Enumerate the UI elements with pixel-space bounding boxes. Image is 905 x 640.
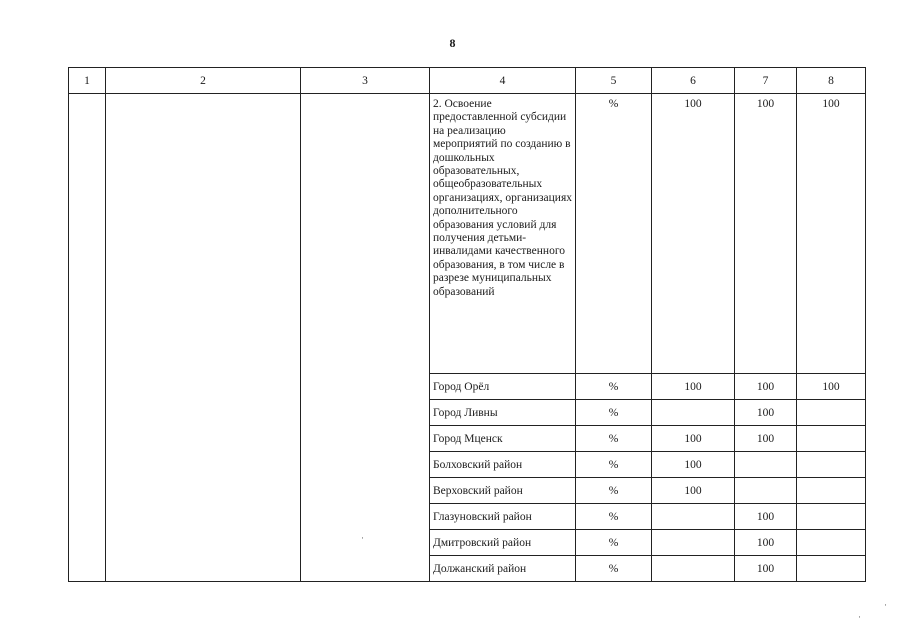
value-cell-col-8 xyxy=(797,530,866,556)
value-cell-col-7: 100 xyxy=(735,530,797,556)
table-row xyxy=(69,94,866,374)
value-cell-col-6 xyxy=(652,556,735,582)
scan-speck: · xyxy=(361,533,364,543)
unit-cell: % xyxy=(576,94,652,374)
indicator-cell: Город Ливны xyxy=(430,400,576,426)
column-header: 8 xyxy=(797,68,866,94)
column-header: 7 xyxy=(735,68,797,94)
indicator-cell: Болховский район xyxy=(430,452,576,478)
scan-speck: · xyxy=(858,612,861,622)
column-header: 3 xyxy=(301,68,430,94)
indicator-cell: Город Мценск xyxy=(430,426,576,452)
value-cell-col-8 xyxy=(797,400,866,426)
value-cell-col-8 xyxy=(797,556,866,582)
value-cell-col-8 xyxy=(797,452,866,478)
empty-cell-col-2 xyxy=(106,94,301,582)
indicators-table xyxy=(68,67,866,582)
value-cell-col-8: 100 xyxy=(797,374,866,400)
value-cell-col-7: 100 xyxy=(735,400,797,426)
unit-cell: % xyxy=(576,530,652,556)
page-number: 8 xyxy=(449,36,456,50)
empty-cell-col-1 xyxy=(69,94,106,582)
value-cell-col-8 xyxy=(797,504,866,530)
indicator-cell: Глазуновский район xyxy=(430,504,576,530)
indicator-cell: Дмитровский район xyxy=(430,530,576,556)
unit-cell: % xyxy=(576,426,652,452)
value-cell-col-6: 100 xyxy=(652,426,735,452)
indicator-cell: Верховский район xyxy=(430,478,576,504)
value-cell-col-8: 100 xyxy=(797,94,866,374)
value-cell-col-7: 100 xyxy=(735,94,797,374)
value-cell-col-8 xyxy=(797,478,866,504)
value-cell-col-7: 100 xyxy=(735,504,797,530)
value-cell-col-7: 100 xyxy=(735,556,797,582)
unit-cell: % xyxy=(576,400,652,426)
value-cell-col-6: 100 xyxy=(652,478,735,504)
value-cell-col-8 xyxy=(797,426,866,452)
value-cell-col-6: 100 xyxy=(652,374,735,400)
indicator-cell: 2. Освоение предоставленной субсидии на реализацию мероприятий по созданию в дошкольных образовательных, общеобразовательных организациях, организациях дополнительного образования условий для получения детьми-инвалидами качественного образования, в том числе в разрезе муниципальных образований xyxy=(430,94,576,374)
column-header: 5 xyxy=(576,68,652,94)
unit-cell: % xyxy=(576,478,652,504)
scan-speck: · xyxy=(884,600,887,610)
value-cell-col-7: 100 xyxy=(735,374,797,400)
unit-cell: % xyxy=(576,504,652,530)
value-cell-col-6: 100 xyxy=(652,452,735,478)
value-cell-col-6 xyxy=(652,530,735,556)
value-cell-col-7 xyxy=(735,478,797,504)
empty-cell-col-3 xyxy=(301,94,430,582)
indicator-cell: Город Орёл xyxy=(430,374,576,400)
value-cell-col-7 xyxy=(735,452,797,478)
column-header: 2 xyxy=(106,68,301,94)
unit-cell: % xyxy=(576,556,652,582)
value-cell-col-7: 100 xyxy=(735,426,797,452)
column-header: 1 xyxy=(69,68,106,94)
unit-cell: % xyxy=(576,374,652,400)
column-header: 4 xyxy=(430,68,576,94)
indicator-cell: Должанский район xyxy=(430,556,576,582)
value-cell-col-6 xyxy=(652,504,735,530)
column-header: 6 xyxy=(652,68,735,94)
unit-cell: % xyxy=(576,452,652,478)
column-header-row xyxy=(69,68,866,94)
value-cell-col-6 xyxy=(652,400,735,426)
value-cell-col-6: 100 xyxy=(652,94,735,374)
